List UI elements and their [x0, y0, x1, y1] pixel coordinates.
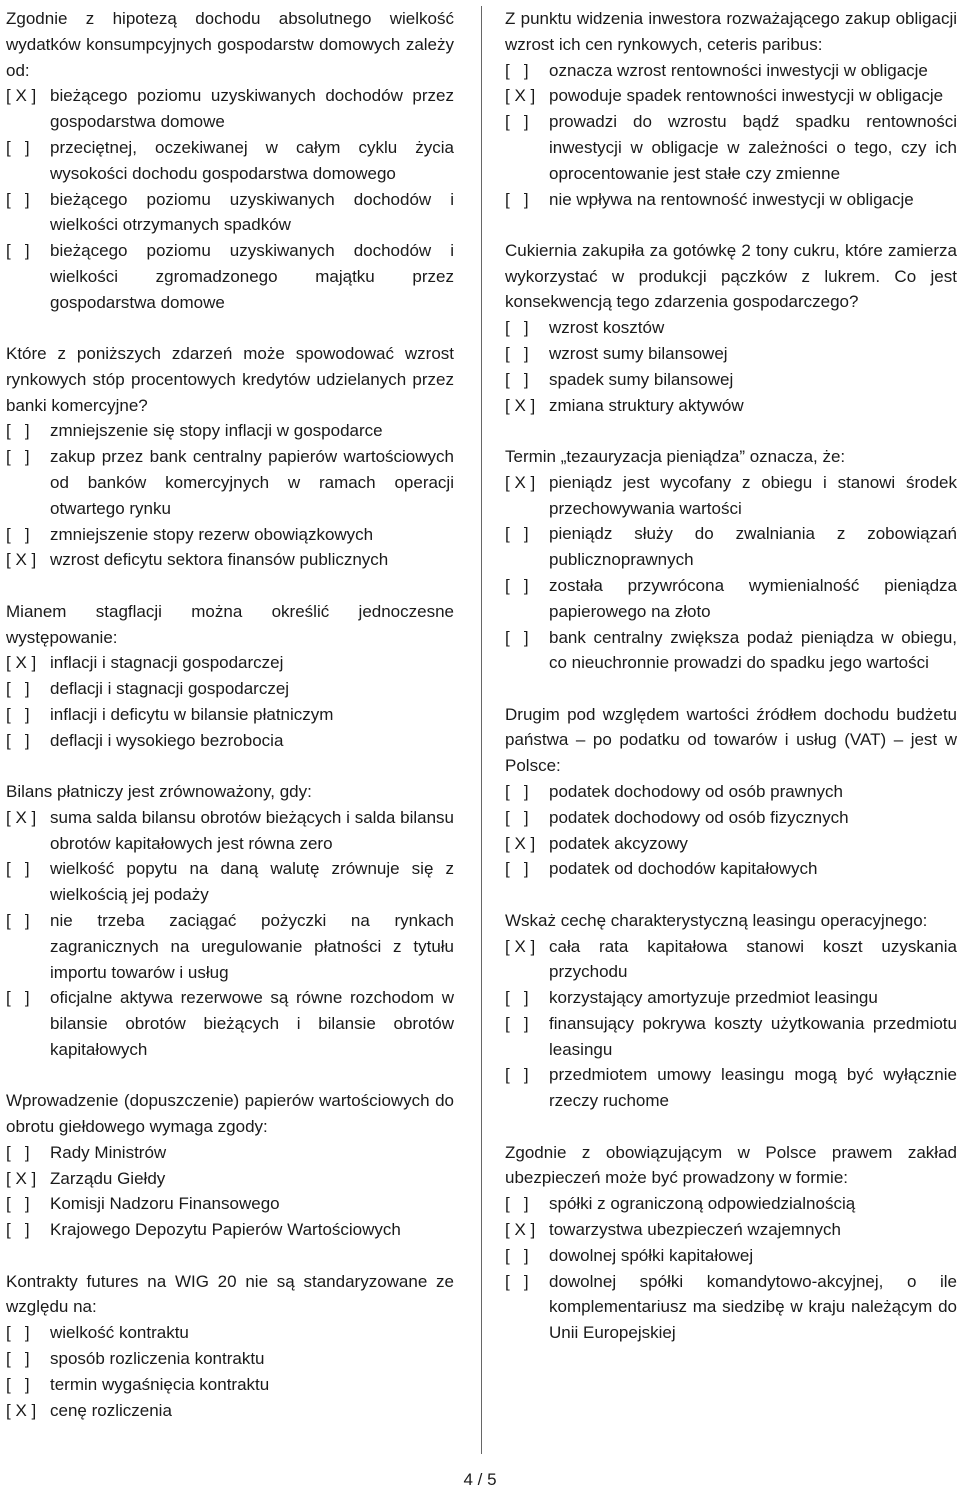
question-text: Mianem stagflacji można określić jednoczesne występowanie:	[6, 601, 454, 647]
answer-checkbox: [ ]	[505, 318, 529, 338]
answer-text: bieżącego poziomu uzyskiwanych dochodów przez gospodarstwa domowe	[50, 86, 454, 132]
answer-checkbox: [ ]	[505, 1065, 529, 1085]
answer-option	[6, 676, 454, 702]
question-block	[505, 908, 957, 1114]
answer-checkbox: [ ]	[6, 1348, 30, 1368]
answer-option	[6, 805, 454, 857]
answer-checkbox: [ ]	[6, 241, 30, 261]
answer-text: deflacji i stagnacji gospodarczej	[50, 679, 290, 699]
answer-checkbox: [ ]	[6, 1220, 30, 1240]
answer-option	[6, 1372, 454, 1398]
answer-option	[6, 856, 454, 908]
answer-checkbox: [ ]	[6, 1194, 30, 1214]
question-text: Drugim pod względem wartości źródłem dochodu budżetu państwa – po podatku od towarów i usług (VAT) – jest w Polsce:	[505, 704, 957, 776]
answer-text: zmniejszenie stopy rezerw obowiązkowych	[50, 524, 374, 544]
answer-option	[6, 238, 454, 315]
answer-text: przedmiotem umowy leasingu mogą być wyłącznie rzeczy ruchome	[549, 1065, 957, 1111]
answer-checkbox: [ ]	[6, 730, 30, 750]
answer-option	[505, 367, 957, 393]
question-text: Które z poniższych zdarzeń może spowodować wzrost rynkowych stóp procentowych kredytów udzielanych przez banki komercyjne?	[6, 344, 454, 415]
answer-option	[6, 1320, 454, 1346]
question-block	[6, 1088, 454, 1243]
answer-option	[505, 1269, 957, 1346]
answer-option	[505, 83, 957, 109]
answer-text: wielkość kontraktu	[50, 1323, 189, 1343]
answer-option	[6, 187, 454, 239]
answer-text: inflacji i stagnacji gospodarczej	[50, 653, 284, 673]
answer-text: towarzystwa ubezpieczeń wzajemnych	[549, 1219, 841, 1239]
answer-checkbox: [ ]	[505, 1013, 529, 1033]
question-block	[6, 341, 454, 573]
answer-text: dowolnej spółki komandytowo-akcyjnej, o ile komplementariusz ma siedzibę w kraju należącym do Unii Europejskiej	[549, 1271, 957, 1343]
question-text: Zgodnie z obowiązującym w Polsce prawem zakład ubezpieczeń może być prowadzony w formie:	[505, 1142, 957, 1188]
question-block	[6, 6, 454, 316]
question-block	[505, 6, 957, 212]
answer-checkbox: [ X ]	[6, 1400, 37, 1420]
answer-checkbox: [ ]	[6, 447, 30, 467]
answer-text: oficjalne aktywa rezerwowe są równe rozchodom w bilansie obrotów bieżących i bilansie obrotów kapitałowych	[50, 988, 454, 1059]
question-text: Wskaż cechę charakterystyczną leasingu operacyjnego:	[505, 910, 928, 930]
answer-checkbox: [ ]	[6, 1323, 30, 1343]
answer-text: powoduje spadek rentowności inwestycji w obligacje	[549, 86, 944, 106]
answer-option	[505, 1243, 957, 1269]
answer-option	[6, 83, 454, 135]
answer-text: podatek od dochodów kapitałowych	[549, 859, 818, 879]
answer-option	[6, 1140, 454, 1166]
answer-text: pieniądz służy do zwalniania z zobowiązań publicznoprawnych	[549, 524, 957, 570]
answer-text: finansujący pokrywa koszty użytkowania przedmiotu leasingu	[549, 1013, 957, 1059]
answer-checkbox: [ ]	[6, 859, 30, 879]
answer-text: podatek dochodowy od osób prawnych	[549, 782, 843, 802]
question-text: Z punktu widzenia inwestora rozważającego zakup obligacji wzrost ich cen rynkowych, ceteris paribus:	[505, 9, 957, 54]
answer-text: deflacji i wysokiego bezrobocia	[50, 730, 284, 750]
answer-checkbox: [ X ]	[505, 86, 536, 106]
answer-text: inflacji i deficytu w bilansie płatniczym	[50, 704, 334, 724]
answer-checkbox: [ ]	[6, 524, 30, 544]
answer-text: Komisji Nadzoru Finansowego	[50, 1194, 280, 1214]
answer-option	[505, 341, 957, 367]
left-column	[6, 6, 454, 1449]
answer-option	[6, 135, 454, 187]
answer-option	[6, 702, 454, 728]
answer-option	[505, 187, 957, 213]
answer-option	[6, 1398, 454, 1424]
answer-option	[6, 522, 454, 548]
answer-text: pieniądz jest wycofany z obiegu i stanowi środek przechowywania wartości	[549, 472, 957, 518]
answer-option	[6, 1217, 454, 1243]
answer-option	[6, 418, 454, 444]
answer-checkbox: [ ]	[6, 679, 30, 699]
answer-text: bieżącego poziomu uzyskiwanych dochodów i wielkości zgromadzonego majątku przez gospodarstwa domowe	[50, 241, 454, 312]
answer-checkbox: [ ]	[505, 112, 529, 132]
answer-checkbox: [ X ]	[6, 550, 37, 570]
answer-checkbox: [ ]	[505, 344, 529, 364]
answer-checkbox: [ ]	[6, 189, 30, 209]
question-text: Kontrakty futures na WIG 20 nie są standaryzowane ze względu na:	[6, 1271, 454, 1317]
answer-option	[6, 1191, 454, 1217]
question-block	[6, 1269, 454, 1424]
question-text: Zgodnie z hipotezą dochodu absolutnego wielkość wydatków konsumpcyjnych gospodarstw domowych zależy od:	[6, 9, 454, 80]
answer-checkbox: [ X ]	[505, 395, 536, 415]
answer-checkbox: [ ]	[505, 1245, 529, 1265]
answer-checkbox: [ ]	[505, 60, 529, 80]
right-column	[505, 6, 957, 1371]
answer-option	[505, 573, 957, 625]
answer-option	[505, 985, 957, 1011]
answer-option	[6, 728, 454, 754]
answer-checkbox: [ ]	[6, 421, 30, 441]
answer-text: sposób rozliczenia kontraktu	[50, 1348, 265, 1368]
answer-option	[505, 1011, 957, 1063]
answer-option	[505, 805, 957, 831]
answer-option	[505, 315, 957, 341]
answer-checkbox: [ ]	[505, 1271, 529, 1291]
answer-text: Rady Ministrów	[50, 1142, 167, 1162]
answer-text: nie trzeba zaciągać pożyczki na rynkach zagranicznych na uregulowanie płatności z tytułu importu towarów i usług	[50, 911, 454, 982]
answer-checkbox: [ ]	[505, 575, 529, 595]
answer-text: zmiana struktury aktywów	[549, 395, 744, 415]
answer-option	[505, 831, 957, 857]
answer-option	[6, 908, 454, 985]
answer-checkbox: [ ]	[505, 807, 529, 827]
answer-text: dowolnej spółki kapitałowej	[549, 1245, 754, 1265]
answer-text: przeciętnej, oczekiwanej w całym cyklu życia wysokości dochodu gospodarstwa domowego	[50, 137, 454, 183]
question-block	[505, 702, 957, 883]
answer-text: spadek sumy bilansowej	[549, 369, 734, 389]
answer-checkbox: [ ]	[505, 1194, 529, 1214]
answer-text: wielkość popytu na daną walutę zrównuje się z wielkością jej podaży	[50, 859, 454, 905]
answer-checkbox: [ X ]	[505, 472, 536, 492]
answer-checkbox: [ X ]	[6, 86, 37, 106]
answer-text: zakup przez bank centralny papierów wartościowych od banków komercyjnych w ramach operacji otwartego rynku	[50, 447, 454, 518]
column-divider	[481, 6, 482, 1454]
answer-option	[6, 650, 454, 676]
answer-text: nie wpływa na rentowność inwestycji w obligacje	[549, 189, 914, 209]
question-block	[505, 444, 957, 676]
answer-checkbox: [ X ]	[505, 936, 536, 956]
answer-text: spółki z ograniczoną odpowiedzialnością	[549, 1194, 856, 1214]
answer-option	[505, 934, 957, 986]
answer-checkbox: [ ]	[505, 189, 529, 209]
answer-checkbox: [ ]	[505, 369, 529, 389]
answer-text: korzystający amortyzuje przedmiot leasingu	[549, 988, 878, 1008]
answer-checkbox: [ ]	[6, 704, 30, 724]
answer-checkbox: [ ]	[505, 859, 529, 879]
answer-checkbox: [ X ]	[6, 653, 37, 673]
answer-option	[505, 779, 957, 805]
question-text: Termin „tezauryzacja pieniądza” oznacza, że:	[505, 446, 846, 466]
question-text: Cukiernia zakupiła za gotówkę 2 tony cukru, które zamierza wykorzystać w produkcji pączków z lukrem. Co jest konsekwencją tego zdarzenia gospodarczego?	[505, 240, 957, 312]
answer-option	[505, 521, 957, 573]
answer-text: bank centralny zwiększa podaż pieniądza w obiegu, co nieuchronnie prowadzi do spadku jego wartości	[549, 627, 957, 673]
answer-text: Zarządu Giełdy	[50, 1168, 166, 1188]
answer-text: termin wygaśnięcia kontraktu	[50, 1374, 270, 1394]
answer-text: oznacza wzrost rentowności inwestycji w obligacje	[549, 60, 928, 80]
answer-checkbox: [ X ]	[505, 833, 536, 853]
answer-option	[6, 1166, 454, 1192]
answer-option	[505, 1191, 957, 1217]
answer-checkbox: [ ]	[6, 911, 30, 930]
answer-checkbox: [ ]	[6, 1374, 30, 1394]
answer-checkbox: [ ]	[6, 1142, 30, 1162]
answer-option	[505, 109, 957, 186]
answer-option	[505, 58, 957, 84]
question-block	[505, 238, 957, 419]
answer-checkbox: [ ]	[6, 137, 30, 157]
answer-text: podatek dochodowy od osób fizycznych	[549, 807, 849, 827]
answer-text: Krajowego Depozytu Papierów Wartościowych	[50, 1220, 401, 1240]
question-block	[505, 1140, 957, 1346]
answer-text: wzrost kosztów	[549, 318, 665, 338]
answer-text: zmniejszenie się stopy inflacji w gospodarce	[50, 421, 383, 441]
answer-checkbox: [ ]	[505, 782, 529, 802]
question-block	[6, 779, 454, 1063]
answer-checkbox: [ ]	[505, 627, 529, 647]
question-text: Bilans płatniczy jest zrównoważony, gdy:	[6, 782, 312, 802]
answer-text: prowadzi do wzrostu bądź spadku rentowności inwestycji w obligacje w zależności o tego, czy ich oprocentowanie jest stałe czy zmienne	[549, 112, 957, 183]
page-number: 4 / 5	[463, 1470, 497, 1489]
answer-option	[505, 625, 957, 677]
answer-option	[505, 1062, 957, 1114]
answer-option	[505, 856, 957, 882]
answer-option	[6, 1346, 454, 1372]
answer-checkbox: [ X ]	[6, 1168, 37, 1188]
answer-option	[505, 393, 957, 419]
answer-text: podatek akcyzowy	[549, 833, 688, 853]
answer-checkbox: [ X ]	[505, 1219, 536, 1239]
answer-option	[505, 1217, 957, 1243]
answer-option	[6, 985, 454, 1062]
answer-checkbox: [ ]	[6, 988, 30, 1008]
answer-text: cenę rozliczenia	[50, 1400, 172, 1420]
answer-text: została przywrócona wymienialność pieniądza papierowego na złoto	[549, 575, 957, 621]
answer-text: bieżącego poziomu uzyskiwanych dochodów i wielkości otrzymanych spadków	[50, 189, 454, 235]
answer-option	[6, 547, 454, 573]
answer-checkbox: [ X ]	[6, 807, 37, 827]
answer-text: wzrost sumy bilansowej	[549, 344, 728, 364]
answer-checkbox: [ ]	[505, 524, 529, 544]
answer-text: wzrost deficytu sektora finansów publicznych	[50, 550, 389, 570]
answer-text: suma salda bilansu obrotów bieżących i salda bilansu obrotów kapitałowych jest równa zero	[50, 807, 454, 853]
answer-option	[505, 470, 957, 522]
question-text: Wprowadzenie (dopuszczenie) papierów wartościowych do obrotu giełdowego wymaga zgody:	[6, 1091, 454, 1137]
answer-option	[6, 444, 454, 521]
question-block	[6, 599, 454, 754]
answer-checkbox: [ ]	[505, 988, 529, 1008]
answer-text: cała rata kapitałowa stanowi koszt uzyskania przychodu	[549, 936, 957, 982]
